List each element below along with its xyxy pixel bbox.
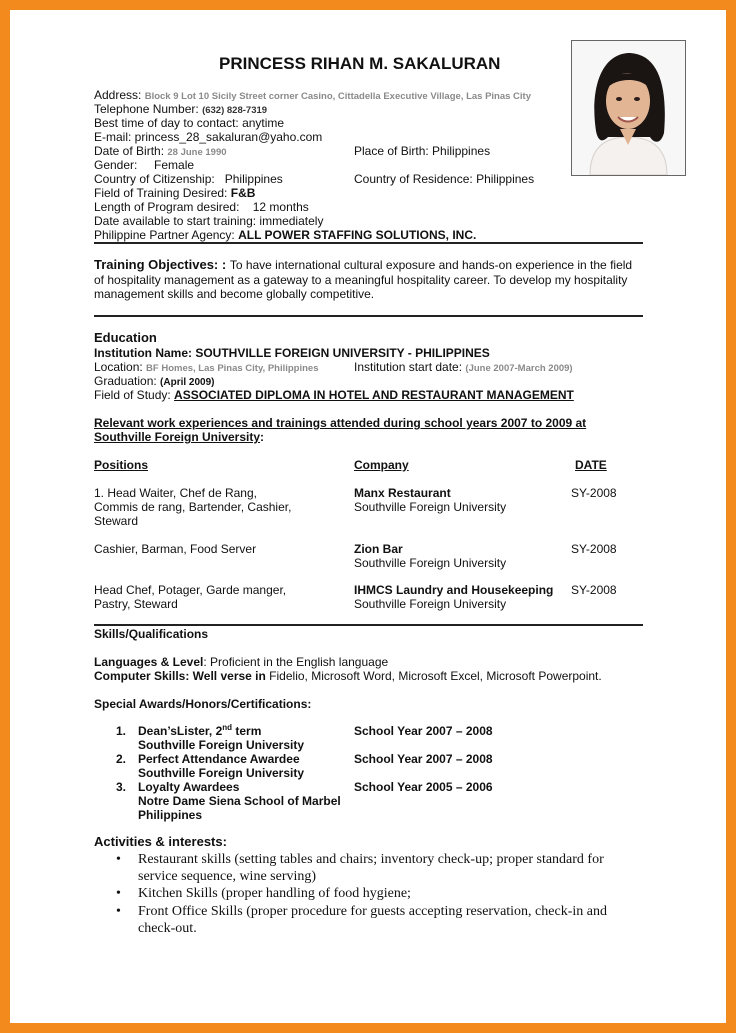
row2-company-sub: Southville Foreign University: [354, 556, 507, 570]
place-of-birth: Place of Birth: Philippines: [354, 144, 491, 158]
agency-label: Philippine Partner Agency:: [94, 228, 239, 242]
location-label: Location:: [94, 360, 147, 374]
education-heading: Education: [94, 330, 157, 345]
gender-line: Gender: Female: [94, 158, 195, 172]
award2-number: 2.: [116, 752, 127, 766]
start-date-label: Institution start date:: [354, 360, 466, 374]
award3-title: Loyalty Awardees: [138, 780, 240, 794]
languages-line: [94, 655, 388, 669]
skills-heading: Skills/Qualifications: [94, 627, 209, 641]
experience-heading-1: Relevant work experiences and trainings attended during school years 2007 to 2009 at: [94, 416, 587, 430]
bullet-3: •: [116, 904, 121, 919]
phone-value: (632) 828-7319: [202, 105, 268, 116]
objectives-line-2: of hospitality management as a gateway to a meaningful hospitality career. To develop my hospitality: [94, 273, 628, 287]
activity1-line1: Restaurant skills (setting tables and chairs; inventory check-up; proper standard for: [138, 852, 604, 867]
row1-company: Manx Restaurant: [354, 486, 451, 500]
activity3-line1: Front Office Skills (proper procedure for guests accepting reservation, check-in and: [138, 904, 607, 919]
row3-position-1: Head Chef, Potager, Garde manger,: [94, 583, 287, 597]
award1-number: 1.: [116, 724, 127, 738]
activity3-line2: check-out.: [138, 921, 197, 936]
dob-value: 28 June 1990: [167, 147, 227, 158]
bullet-1: •: [116, 852, 121, 867]
row3-position-2: Pastry, Steward: [94, 597, 178, 611]
col-date: DATE: [575, 458, 607, 472]
objectives-line-3: management skills and become globally competitive.: [94, 287, 375, 301]
award2-org: Southville Foreign University: [138, 766, 305, 780]
field-training-label: Field of Training Desired:: [94, 186, 231, 200]
field-training-line: [94, 186, 255, 200]
award3-org-2: Philippines: [138, 808, 203, 822]
program-length-line: Length of Program desired: 12 months: [94, 200, 309, 214]
agency-line: [94, 228, 476, 242]
field-training-value: F&B: [230, 186, 256, 200]
graduation-label: Graduation:: [94, 374, 161, 388]
row3-date: SY-2008: [571, 583, 617, 597]
row1-position-2: Commis de rang, Bartender, Cashier,: [94, 500, 292, 514]
address-label: Address:: [94, 88, 145, 102]
row1-position-3: Steward: [94, 514, 139, 528]
award1-title-sup: nd: [222, 723, 233, 732]
best-time-line: Best time of day to contact: anytime: [94, 116, 285, 130]
phone-label: Telephone Number:: [94, 102, 203, 116]
start-date-line: [354, 360, 573, 376]
col-positions: Positions: [94, 458, 149, 472]
objectives-text-1: To have international cultural exposure and hands-on experience in the field: [229, 258, 633, 272]
divider: [94, 624, 643, 626]
location-value: BF Homes, Las Pinas City, Philippines: [146, 363, 319, 374]
bullet-2: •: [116, 886, 121, 901]
objectives-heading: Training Objectives: :: [94, 257, 230, 272]
award3-year: School Year 2005 – 2006: [354, 780, 493, 794]
row3-company-sub: Southville Foreign University: [354, 597, 507, 611]
address-value: Block 9 Lot 10 Sicily Street corner Casino, Cittadella Executive Village, Las Pinas City: [144, 91, 532, 102]
awards-heading: Special Awards/Honors/Certifications:: [94, 697, 312, 711]
profile-photo: [571, 40, 686, 176]
languages-value: : Proficient in the English language: [203, 655, 389, 669]
field-of-study-label: Field of Study:: [94, 388, 175, 402]
experience-heading-2: [94, 430, 264, 444]
citizenship-line: Country of Citizenship: Philippines: [94, 172, 283, 186]
start-date-value: (June 2007-March 2009): [465, 363, 573, 374]
applicant-name: PRINCESS RIHAN M. SAKALURAN: [219, 54, 501, 73]
award1-title-after: term: [232, 724, 262, 738]
activity1-line2: service sequence, wine serving): [138, 869, 317, 884]
row1-date: SY-2008: [571, 486, 617, 500]
row1-company-sub: Southville Foreign University: [354, 500, 507, 514]
objectives-line-1: [94, 258, 632, 272]
field-of-study-line: [94, 388, 574, 402]
availability-line: Date available to start training: immediately: [94, 214, 324, 228]
email-line: E-mail: princess_28_sakaluran@yaho.com: [94, 130, 323, 144]
award1-org: Southville Foreign University: [138, 738, 305, 752]
field-of-study-value: ASSOCIATED DIPLOMA IN HOTEL AND RESTAURANT MANAGEMENT: [174, 388, 574, 402]
computer-skills-value: Fidelio, Microsoft Word, Microsoft Excel, Microsoft Powerpoint.: [265, 669, 602, 683]
agency-value: ALL POWER STAFFING SOLUTIONS, INC.: [238, 228, 477, 242]
award1-title-text: Dean’sLister, 2: [138, 724, 223, 738]
award3-org: Notre Dame Siena School of Marbel: [138, 794, 341, 808]
dob-label: Date of Birth:: [94, 144, 168, 158]
award1-year: School Year 2007 – 2008: [354, 724, 493, 738]
divider: [94, 242, 643, 244]
experience-heading-university: Southville Foreign University: [94, 430, 261, 444]
activities-heading: Activities & interests:: [94, 834, 227, 849]
computer-skills-line: [94, 669, 602, 683]
portrait-image: [572, 41, 685, 175]
award2-year: School Year 2007 – 2008: [354, 752, 493, 766]
award3-number: 3.: [116, 780, 127, 794]
award2-title: Perfect Attendance Awardee: [138, 752, 300, 766]
institution-name: Institution Name: SOUTHVILLE FOREIGN UNIVERSITY - PHILIPPINES: [94, 346, 490, 360]
activity2-line1: Kitchen Skills (proper handling of food hygiene;: [138, 886, 411, 901]
row2-date: SY-2008: [571, 542, 617, 556]
row1-position-1: 1. Head Waiter, Chef de Rang,: [94, 486, 257, 500]
col-company: Company: [354, 458, 409, 472]
computer-skills-label: Computer Skills: Well verse in: [94, 669, 266, 683]
divider: [94, 315, 643, 317]
resume-page: [10, 10, 726, 1023]
graduation-value: (April 2009): [160, 377, 215, 388]
experience-heading-colon: :: [260, 430, 265, 444]
residence-line: Country of Residence: Philippines: [354, 172, 535, 186]
row2-position-1: Cashier, Barman, Food Server: [94, 542, 257, 556]
award1-title: [138, 724, 261, 738]
row3-company: IHMCS Laundry and Housekeeping: [354, 583, 554, 597]
languages-label: Languages & Level: [94, 655, 204, 669]
row2-company: Zion Bar: [354, 542, 403, 556]
